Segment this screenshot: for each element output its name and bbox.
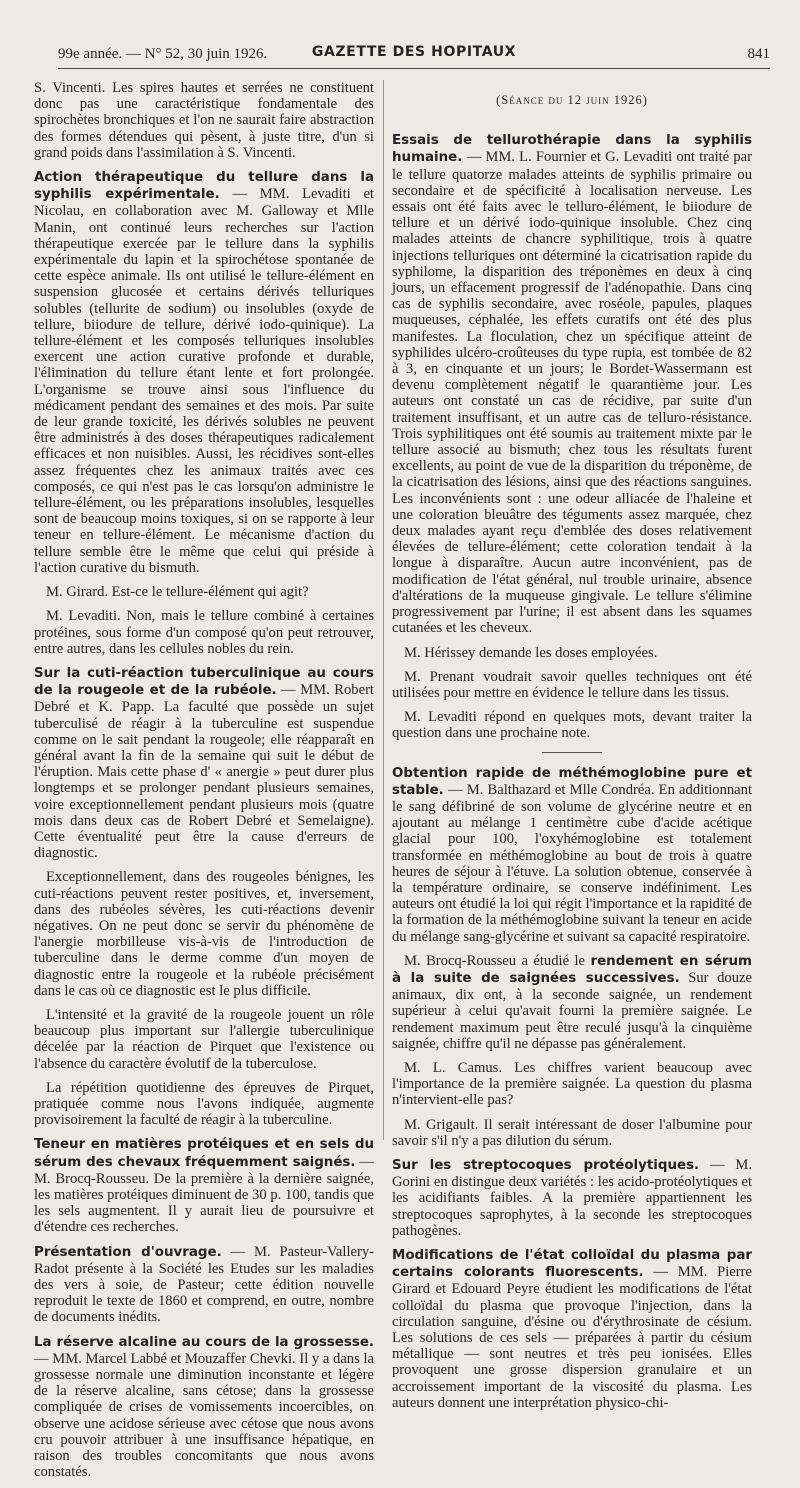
paragraph: M. Levaditi répond en quelques mots, devant traiter la question dans une prochaine note. — [392, 709, 752, 742]
article-text: — MM. Pierre Girard et Edouard Peyre étudient les modifications de l'état colloïdal du plasma que provoque l'injection, dans la circulation sanguine, d'ésine ou d'érythrosinate de césium. Les solutions de ces sels — préparées à partir du césium métallique — sont neutres et très peu ionisées. Elles provoquent une grosse dispersion granulaire et un accroissement important de la viscosité du plasma. Les auteurs donnent une interprétation physico-chi- — [392, 1264, 752, 1411]
article-heading: Sur la cuti-réaction tuberculinique au cours de la rougeole et de la rubéole. — [34, 665, 374, 699]
article — [34, 169, 374, 576]
section-rule — [542, 752, 602, 753]
session-date: (Séance du 12 juin 1926) — [496, 93, 648, 107]
article-heading: rendement en sérum à la suite de saignées successives. — [392, 953, 753, 986]
article-heading: La réserve alcaline au cours de la grossesse. — [34, 1334, 374, 1350]
article-text: M. Brocq-Rousseu a étudié le — [404, 952, 586, 969]
paragraph: M. L. Camus. Les chiffres varient beaucoup avec l'importance de la première saignée. La question du plasma n'intervient-elle pas? — [392, 1059, 752, 1109]
page-header — [58, 40, 770, 69]
article — [392, 132, 752, 636]
article-text: — M. Balthazard et Mlle Condréa. En additionnant le sang défibriné de son volume de glycérine neutre et en ajoutant au mélange 1 centimètre cube d'acide acétique glacial pour 100, l'oxyhémoglobine est totalement transformée en méthémoglobine au bout de trois à quatre heures de séjour à l'étuve. La solution obtenue, conservée à la température ordinaire, se conserve indéfiniment. Les auteurs ont étudié la loi qui régit l'importance et la rapidité de la formation de la méthémoglobine suivant la teneur en acide du mélange sang-glycérine et suivant sa capacité respiratoire. — [392, 781, 752, 945]
article-text: — M. Brocq-Rousseu. De la première à la dernière saignée, les matières protéiques diminuent de 30 p. 100, tandis que les sels augmentent. Il y aurait lieu de poursuivre et d'étendre ces recherches. — [34, 1153, 374, 1236]
paragraph: L'intensité et la gravité de la rougeole jouent un rôle beaucoup plus important sur l'allergie tuberculinique décelée par la réaction de Pirquet que l'existence ou l'absence du caractère évolutif de la tuberculose. — [34, 1006, 374, 1072]
paragraph: M. Grigault. Il serait intéressant de doser l'albumine pour savoir s'il n'y a pas dilution du sérum. — [392, 1116, 752, 1149]
article-text: — M. Gorini en distingue deux variétés : les acido-protéolytiques et les acidifiants faibles. A la première appartiennent les streptocoques saprophytes, à la seconde les streptocoques pathogènes. — [392, 1156, 752, 1239]
article-text: — MM. Marcel Labbé et Mouzaffer Chevki. Il y a dans la grossesse normale une diminution inconstante et légère de la réserve alcaline, sans cétose; dans la grossesse compliquée de crises de vomissements incoercibles, on observe une acidose sérieuse avec cétose que nous avons cru pouvoir attribuer à une insuffisance hépatique, en raison des troubles concomitants que nous avons constatés. — [34, 1350, 374, 1481]
article-text: — MM. Levaditi et Nicolau, en collaboration avec M. Galloway et Mlle Manin, ont continué leurs recherches sur l'action thérapeutique exercée par le tellure dans la syphilis expérimentale du lapin et la spirochétose spontanée de cette espèce animale. Ils ont utilisé le tellure-élément en suspension glucosée et certains dérivés telluriques solubles (tellurite de sodium) ou insolubles (oxyde de tellure, biiodure de tellure, dérivé iodo-quinique). La tellure-élément et les composés telluriques insolubles exercent une action curative profonde et durable, l'élimination du tellure étant lente et fort prolongée. L'organisme se trouve ainsi sous l'influence du médicament pendant des semaines et des mois. Par suite de leur grande toxicité, les dérivés solubles ne peuvent être administrés à des doses thérapeutiques radicalement efficaces et non nuisibles. Aussi, les récidives sont-elles assez fréquentes chez les animaux traités avec ces composés, ce qui n'est pas le cas lorsqu'on administre le tellure-élément, ou les préparations insolubles, lesquelles sont de beaucoup moins toxiques, si on se rapporte à leur teneur en tellure-élément. Le mécanisme d'action du tellure semble être le même que celui qui préside à l'action curative du bismuth. — [34, 186, 374, 576]
article — [392, 1247, 752, 1411]
article — [34, 1244, 374, 1326]
article-heading: Présentation d'ouvrage. — [34, 1244, 222, 1260]
article-heading: Obtention rapide de méthémoglobine pure et stable. — [392, 765, 752, 798]
paragraph: S. Vincenti. Les spires hautes et serrées ne constituent donc pas une caractéristique fondamentale des spirochètes bronchiques et l'on ne saurait faire abstraction des formes détendues qui pèsent, à juste titre, d'un si grand poids dans l'assimilation à S. Vincenti. — [34, 80, 374, 161]
article-heading: Sur les streptocoques protéolytiques. — [392, 1157, 700, 1173]
article-heading: Modifications de l'état colloïdal du plasma par certains colorants fluorescents. — [392, 1248, 752, 1281]
column-divider — [383, 80, 384, 1140]
article-text: — MM. L. Fournier et G. Levaditi ont traité par le tellure quatorze malades atteints de syphilis primaire ou secondaire et de spécificité à localisation nerveuse. Les essais ont été faits avec le telluro-élément, le biiodure de tellure et un dérivé iodo-quinique insoluble. Chez cinq malades atteints de chancre syphilitique, trois à quatre injections telluriques ont déterminé la cicatrisation rapide du syphilome, la disparition des tréponèmes en deux à cinq jours, un effacement progressif de l'adénopathie. Dans cinq cas de syphilis secondaire, avec roséole, papules, plaques muqueuses, céphalée, les effets curatifs ont été des plus manifestes. La floculation, chez un spécifique atteint de syphilides ulcéro-croûteuses du type rupia, est tombée de 82 à 3, en cinquante et un jours; le Bordet-Wassermann est devenu complètement négatif le quarantième jour. Les auteurs ont constaté un cas de récidive, par suite d'un traitement insuffisant, et un autre cas de telluro-résistance. Trois syphilitiques ont été soumis au traitement mixte par le tellure associé au bismuth; chez tous les résultats furent excellents, au point de vue de la disparition du tréponème, de la cicatrisation des lésions, ainsi que des réactions sanguines. Les inconvénients sont : une odeur alliacée de l'haleine et une coloration bleuâtre des téguments assez marquée, chez deux malades ayant reçu d'emblée des doses relativement élevées de tellure-élément; cette coloration tendait à la longue à disparaître. Aucun autre inconvénient, pas de modification de l'état général, nul trouble urinaire, absence d'altérations de la muqueuse gingivale. Le tellure s'élimine progressivement par l'urine; il est absent dans les squames cutanées et les cheveux. — [392, 149, 752, 637]
paragraph: M. Girard. Est-ce le tellure-élément qui agit? — [46, 584, 309, 601]
article-text: — MM. Robert Debré et K. Papp. La faculté que possède un sujet tuberculisé de réagir à la tuberculine est suspendue comme on le sait pendant la rougeole; elle réapparaît en général avant la fin de la semaine qui suit le début de l'éruption. Mais cette phase d' « anergie » peut durer plus longtemps et se prolonger pendant plusieurs semaines, voire exceptionnellement pendant plusieurs mois (quatre mois dans deux cas de Robert Debré et Semelaigne). Cette éventualité peut être la cause d'erreurs de diagnostic. — [34, 682, 374, 862]
article-text: — M. Pasteur-Vallery-Radot présente à la Société les Etudes sur les maladies des vers à soie, de Pasteur; cette édition nouvelle reproduit le texte de 1860 et comprend, en outre, nombre de documents inédits. — [34, 1243, 374, 1326]
article-text: Sur douze animaux, dix ont, à la seconde saignée, un rendement supérieur à celui qu'avait fourni la première saignée. Le rendement maximum peut être reculé jusqu'à la cinquième saignée, chiffre qu'il ne dépasse pas généralement. — [392, 969, 752, 1052]
paragraph: M. Prenant voudrait savoir quelles techniques ont été utilisées pour mettre en évidence le tellure dans les tissus. — [392, 668, 752, 701]
page-number: 841 — [747, 46, 770, 62]
issue-info: 99e année. — N° 52, 30 juin 1926. — [58, 46, 268, 62]
article-heading: Essais de tellurothérapie dans la syphilis humaine. — [392, 133, 752, 166]
paragraph: Exceptionnellement, dans des rougeoles bénignes, les cuti-réactions peuvent rester positives, et, inversement, dans des rubéoles sévères, les cuti-réactions devenir négatives. On ne peut donc se servir du phénomène de l'anergie morbilleuse vis-à-vis de l'introduction de tuberculine dans le derme comme d'un moyen de diagnostic entre la rougeole et la rubéole précisément dans le cas où ce diagnostic est le plus difficile. — [34, 869, 374, 999]
article — [392, 953, 752, 1052]
article-heading: Teneur en matières protéiques et en sels du sérum des chevaux fréquemment saignés. — [34, 1137, 374, 1170]
paragraph: La répétition quotidienne des épreuves de Pirquet, pratiquée comme nous l'avons indiquée, augmente provisoirement la faculté de réagir à la tuberculine. — [34, 1079, 374, 1129]
paragraph: M. Hérissey demande les doses employées. — [404, 644, 658, 661]
article — [392, 1157, 752, 1239]
paragraph: M. Levaditi. Non, mais le tellure combiné à certaines protéines, sous forme d'un composé qu'on peut retrouver, entre autres, dans les cellules nobles du rein. — [34, 608, 374, 657]
article — [34, 1334, 374, 1481]
article — [34, 1136, 374, 1235]
publication-title: GAZETTE DES HOPITAUX — [311, 44, 517, 60]
right-column — [392, 80, 752, 1419]
left-column — [34, 80, 374, 1488]
article — [392, 765, 752, 945]
article-heading: Action thérapeutique du tellure dans la syphilis expérimentale. — [34, 170, 374, 203]
article — [34, 665, 374, 861]
